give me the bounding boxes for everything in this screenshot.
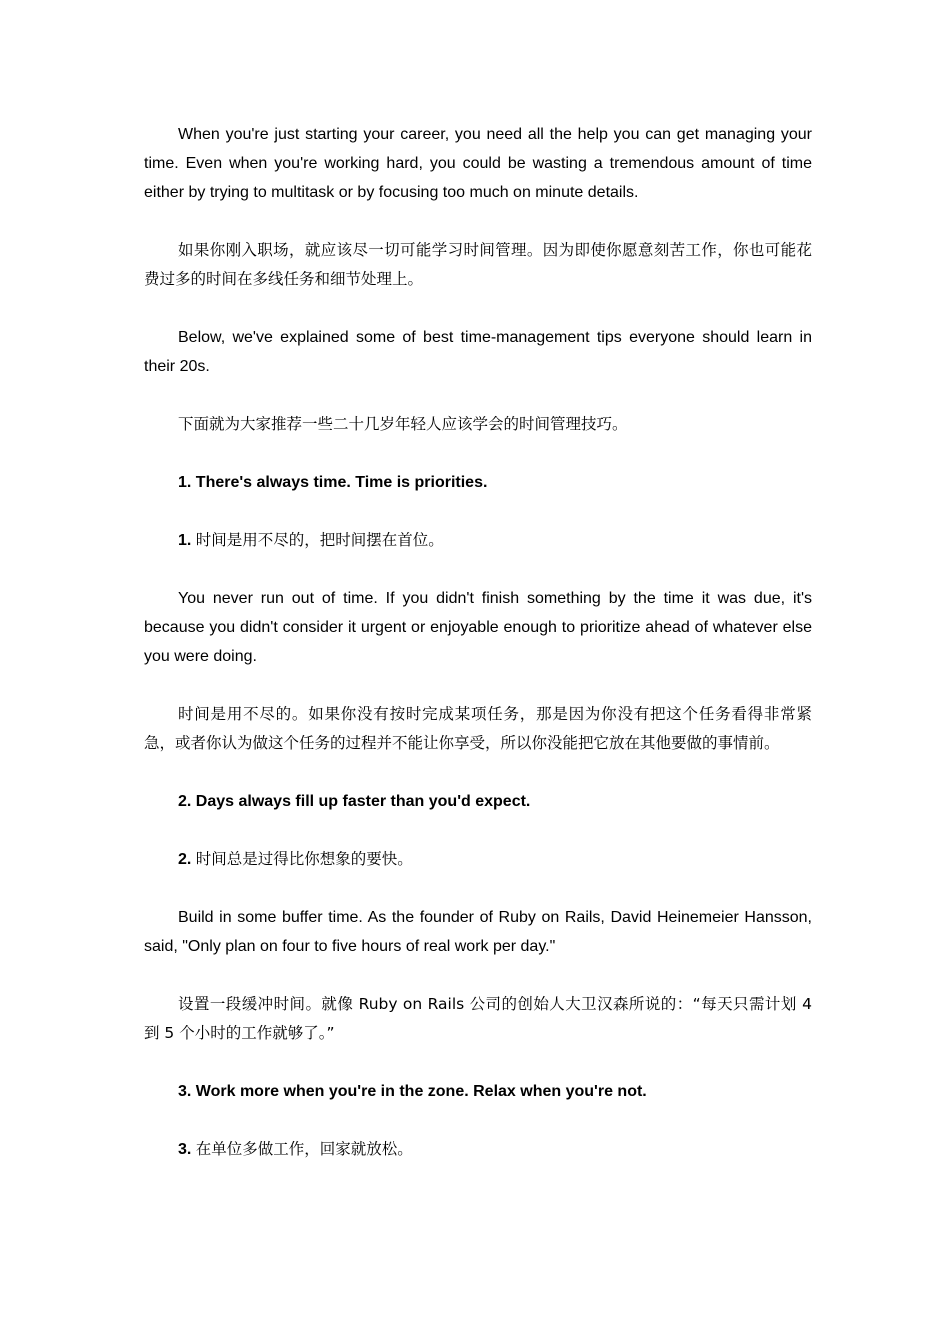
paragraph-en: You never run out of time. If you didn't finish something by the time it was due, it's because you didn't consider it urgent or enjoyable enough to prioritize ahead of whatever else you were doing. <box>144 590 812 665</box>
paragraph-en: Below, we've explained some of best time-management tips everyone should learn in their 20s. <box>144 329 812 375</box>
paragraph-en: Build in some buffer time. As the founder of Ruby on Rails, David Heinemeier Hansson, said, "Only plan on four to five hours of real work per day." <box>144 909 812 955</box>
spacer <box>144 671 812 700</box>
spacer <box>144 381 812 410</box>
spacer <box>144 497 812 526</box>
paragraph-zh: 设置一段缓冲时间。就像 Ruby on Rails 公司的创始人大卫汉森所说的：“每天只需计划 4 到 5 个小时的工作就够了。” <box>144 995 812 1042</box>
spacer <box>144 1106 812 1135</box>
spacer <box>144 1048 812 1077</box>
tip-heading-zh <box>144 1135 812 1164</box>
spacer <box>144 874 812 903</box>
paragraph-en: When you're just starting your career, you need all the help you can get managing your time. Even when you're working hard, you could be wasting a tremendous amount of time either by trying to multitask or by focusing too much on minute details. <box>144 126 812 201</box>
tip-number: 3. <box>178 1141 192 1158</box>
tip-heading-zh-text: 时间总是过得比你想象的要快。 <box>195 850 413 868</box>
tip-heading: 1. There's always time. Time is priorities. <box>178 474 488 491</box>
paragraph-zh: 下面就为大家推荐一些二十几岁年轻人应该学会的时间管理技巧。 <box>178 415 628 433</box>
tip-heading-zh <box>144 526 812 555</box>
tip-heading: 3. Work more when you're in the zone. Relax when you're not. <box>178 1083 647 1100</box>
spacer <box>144 294 812 323</box>
tip-heading-zh-text: 在单位多做工作，回家就放松。 <box>195 1140 413 1158</box>
tip-heading-zh-text: 时间是用不尽的，把时间摆在首位。 <box>195 531 444 549</box>
tip-number: 2. <box>178 851 192 868</box>
spacer <box>144 207 812 236</box>
spacer <box>144 961 812 990</box>
paragraph-zh: 时间是用不尽的。如果你没有按时完成某项任务，那是因为你没有把这个任务看得非常紧急，或者你认为做这个任务的过程并不能让你享受，所以你没能把它放在其他要做的事情前。 <box>144 705 812 752</box>
spacer <box>144 439 812 468</box>
tip-number: 1. <box>178 532 192 549</box>
tip-heading: 2. Days always fill up faster than you'd expect. <box>178 793 531 810</box>
spacer <box>144 758 812 787</box>
paragraph-zh: 如果你刚入职场，就应该尽一切可能学习时间管理。因为即使你愿意刻苦工作，你也可能花费过多的时间在多线任务和细节处理上。 <box>144 241 812 288</box>
tip-heading-zh <box>144 845 812 874</box>
spacer <box>144 816 812 845</box>
document-page <box>144 120 812 1164</box>
spacer <box>144 555 812 584</box>
